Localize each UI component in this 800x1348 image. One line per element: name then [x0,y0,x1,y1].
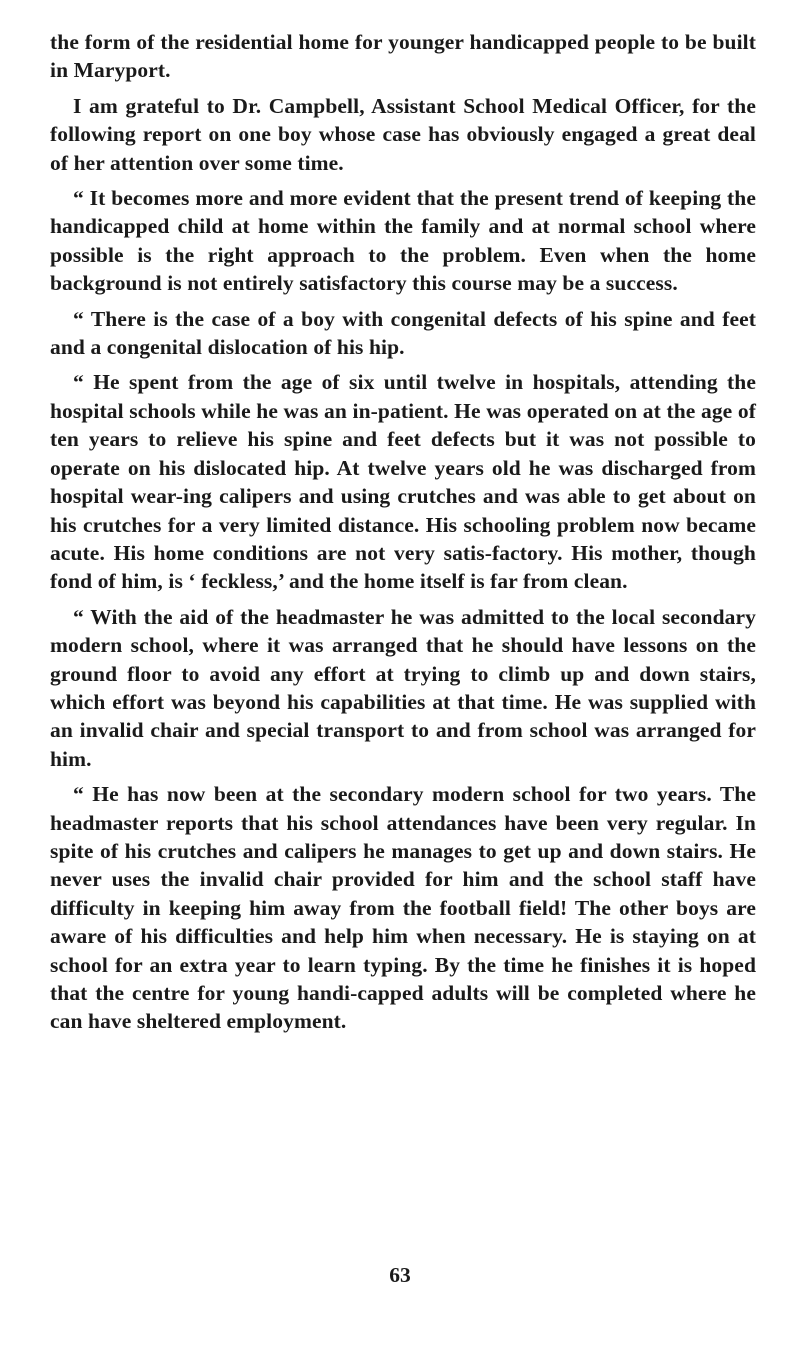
paragraph-trend: “ It becomes more and more evident that the present trend of keeping the handicapped child at home within the family and at normal school where possible is the right approach to the problem. Even when the home background is not entirely satisfactory this course may be a success. [50,186,756,296]
paragraph-hospital-history: “ He spent from the age of six until twelve in hospitals, attending the hospital schools while he was an in-patient. He was operated on at the age of ten years to relieve his spine and feet defects but it was not possible to operate on his dislocated hip. At twelve years old he was discharged from hospital wear-ing calipers and using crutches and was able to get about on his crutches for a very limited distance. His schooling problem now became acute. His home conditions are not very satis-factory. His mother, though fond of him, is ‘ feckless,’ and the home itself is far from clean. [50,370,756,594]
document-body [50,28,756,1043]
paragraph-case-intro: “ There is the case of a boy with congenital defects of his spine and feet and a congenital dislocation of his hip. [50,306,756,360]
paragraph-continuation: the form of the residential home for younger handicapped people to be built in Maryport. [50,30,756,83]
paragraph-progress: “ He has now been at the secondary modern school for two years. The headmaster reports that his school attendances have been very regular. In spite of his crutches and calipers he manages to get up and down stairs. He never uses the invalid chair provided for him and the school staff have difficulty in keeping him away from the football field! The other boys are aware of his difficulties and help him when necessary. He is staying on at school for an extra year to learn typing. By the time he finishes it is hoped that the centre for young handi-capped adults will be completed where he can have sheltered employment. [50,782,756,1034]
page-number: 63 [389,1263,411,1287]
paragraph-acknowledgement: I am grateful to Dr. Campbell, Assistant School Medical Officer, for the following report on one boy whose case has obviously engaged a great deal of her attention over some time. [50,93,756,175]
paragraph-admission: “ With the aid of the headmaster he was admitted to the local secondary modern school, where it was arranged that he should have lessons on the ground floor to avoid any effort at trying to climb up and down stairs, which effort was beyond his capabilities at that time. He was supplied with an invalid chair and special transport to and from school was arranged for him. [50,604,756,771]
